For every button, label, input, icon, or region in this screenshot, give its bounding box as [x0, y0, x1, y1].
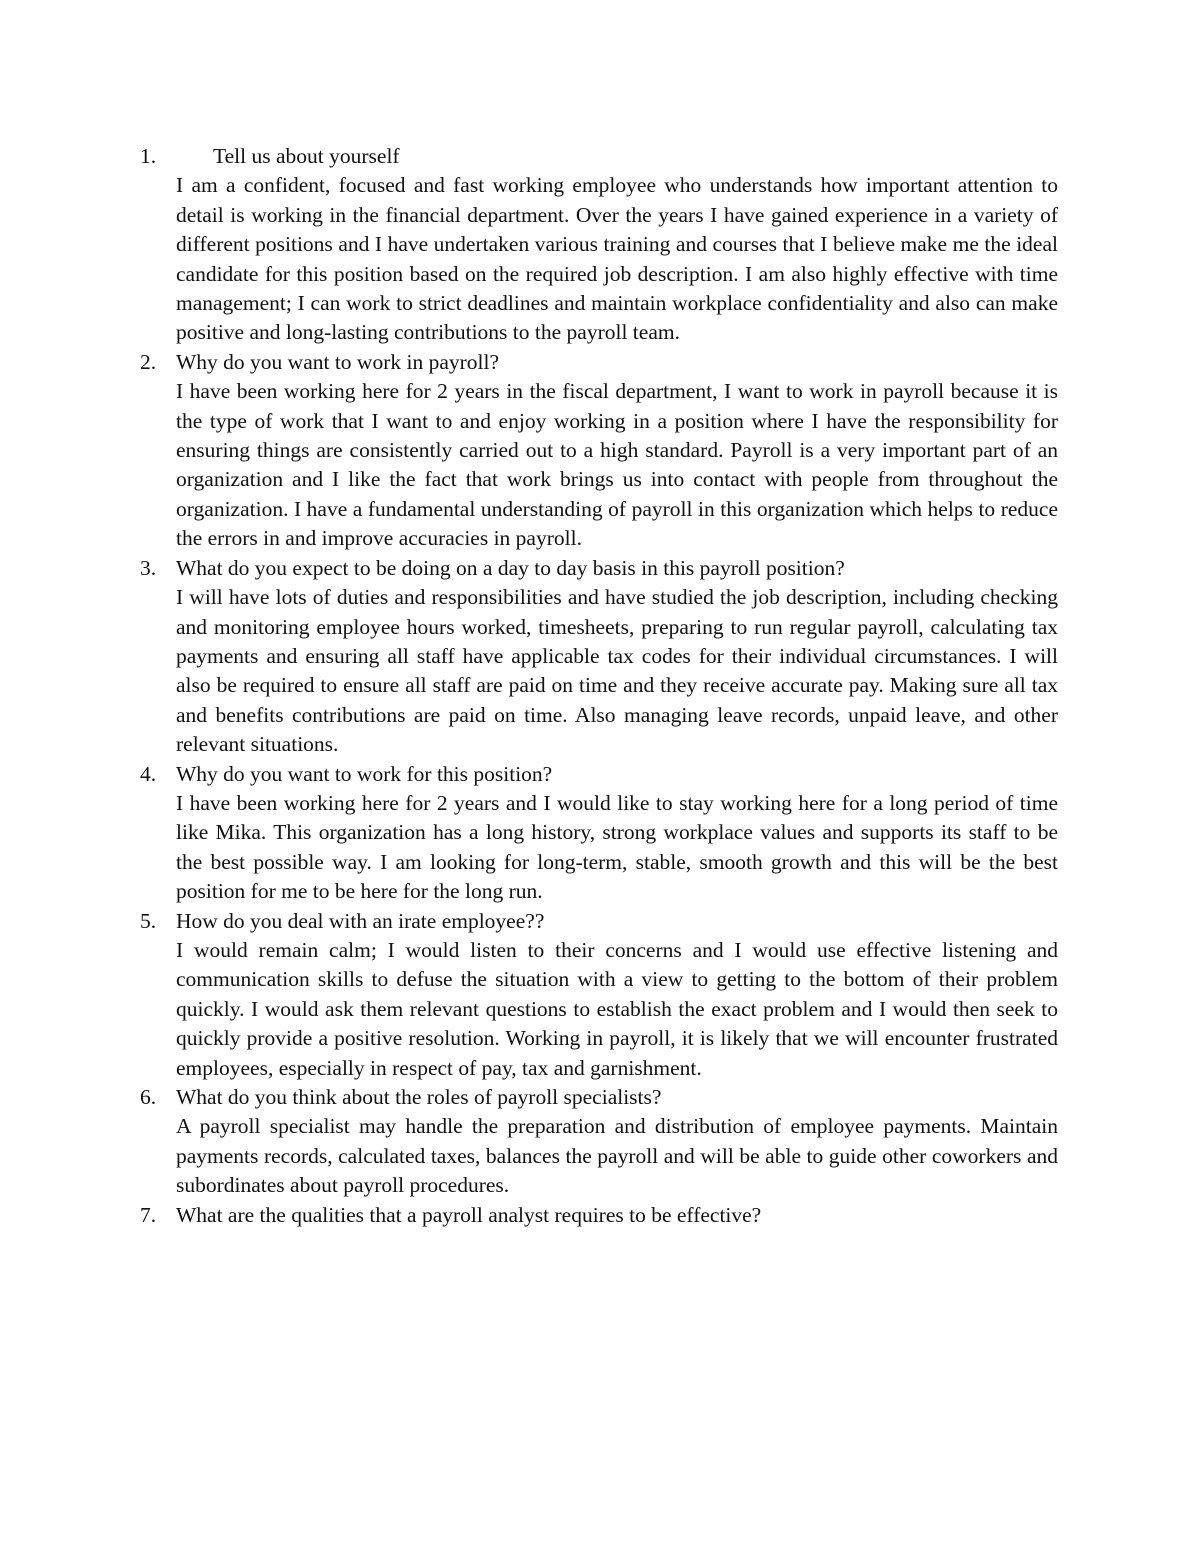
interview-qa-list — [130, 142, 1058, 1230]
answer-text: I will have lots of duties and responsibilities and have studied the job description, including checking and monitoring employee hours worked, timesheets, preparing to run regular payroll, calculating tax payments and ensuring all staff have applicable tax codes for their individual circumstances. I will also be required to ensure all staff are paid on time and they receive accurate pay. Making sure all tax and benefits contributions are paid on time. Also managing leave records, unpaid leave, and other relevant situations. — [176, 585, 1058, 757]
item-number: 3. — [140, 555, 157, 580]
question-text: Tell us about yourself — [213, 144, 400, 168]
answer-text: I have been working here for 2 years and I would like to stay working here for a long period of time like Mika. This organization has a long history, strong workplace values and supports its staff to be the best possible way. I am looking for long-term, stable, smooth growth and this will be the best position for me to be here for the long run. — [176, 790, 1058, 904]
item-number: 2. — [140, 349, 157, 374]
question-text: What do you think about the roles of payroll specialists? — [176, 1085, 662, 1109]
question-text: How do you deal with an irate employee?? — [176, 908, 545, 933]
item-number: 4. — [140, 761, 157, 786]
question-text: What are the qualities that a payroll analyst requires to be effective? — [176, 1202, 762, 1227]
item-number: 7. — [140, 1202, 157, 1227]
answer-text: I am a confident, focused and fast working employee who understands how important attention to detail is working in the financial department. Over the years I have gained experience in a variety of different positions and I have undertaken various training and courses that I believe make me the ideal candidate for this position based on the required job description. I am also highly effective with time management; I can work to strict deadlines and maintain workplace confidentiality and also can make positive and long-lasting contributions to the payroll team. — [176, 173, 1058, 345]
list-item — [130, 907, 1058, 1083]
list-item — [130, 554, 1058, 760]
question-text: Why do you want to work for this position? — [176, 761, 553, 786]
answer-text: I have been working here for 2 years in the fiscal department, I want to work in payroll because it is the type of work that I want to and enjoy working in a position where I have the responsibility for ensuring things are consistently carried out to a high standard. Payroll is a very important part of an organization and I like the fact that work brings us into contact with people from throughout the organization. I have a fundamental understanding of payroll in this organization which helps to reduce the errors in and improve accuracies in payroll. — [176, 379, 1058, 551]
list-item — [130, 1201, 1058, 1230]
list-item — [130, 760, 1058, 907]
item-number: 6. — [140, 1085, 157, 1109]
list-item — [130, 1083, 1058, 1201]
question-text: Why do you want to work in payroll? — [176, 349, 500, 374]
answer-text: A payroll specialist may handle the preparation and distribution of employee payments. Maintain payments records, calculated taxes, balances the payroll and will be able to guide other coworkers and subordinates about payroll procedures. — [176, 1114, 1058, 1198]
item-number: 5. — [140, 908, 157, 933]
item-number: 1. — [140, 144, 157, 168]
list-item — [130, 348, 1058, 554]
answer-text: I would remain calm; I would listen to their concerns and I would use effective listening and communication skills to defuse the situation with a view to getting to the bottom of their problem quickly. I would ask them relevant questions to establish the exact problem and I would then seek to quickly provide a positive resolution. Working in payroll, it is likely that we will encounter frustrated employees, especially in respect of pay, tax and garnishment. — [176, 937, 1058, 1080]
list-item — [130, 142, 1058, 348]
question-text: What do you expect to be doing on a day to day basis in this payroll position? — [176, 555, 845, 580]
